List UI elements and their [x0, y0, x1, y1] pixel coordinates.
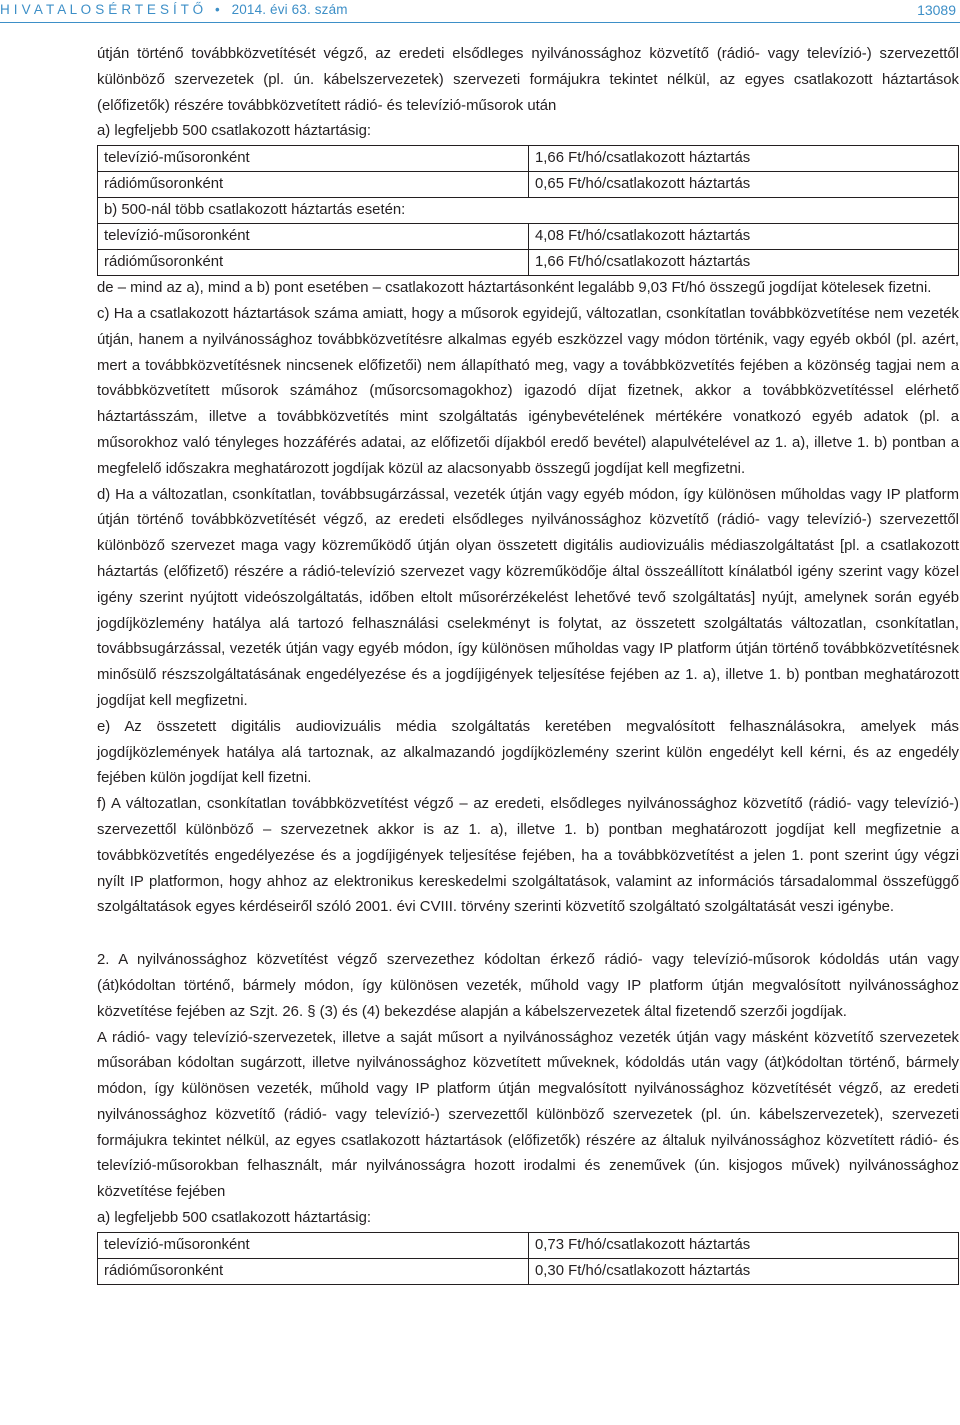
section-2-point-a-label: a) legfeljebb 500 csatlakozott háztartásig:: [97, 1210, 371, 1227]
rate-label: rádióműsoronként: [98, 172, 529, 198]
point-b-label: b) 500-nál több csatlakozott háztartás esetén:: [98, 198, 959, 224]
rate-table-1: [97, 145, 959, 276]
rate-label: rádióműsoronként: [98, 1258, 529, 1284]
paragraph-c: c) Ha a csatlakozott háztartások száma amiatt, hogy a műsorok egyidejű, változatlan, csonkítatlan továbbközvetítése nem vezeték útján, hanem a nyilvánossághoz továbbközvetítésre alkalmas egyéb eszközzel vagy módon történik, vagy egyéb okból (pl. azért, mert a továbbközvetítésnek nincsenek előfizetői) nem állapítható meg, vagy a továbbközvetítés fejében a közönség tagjai nem a továbbközvetített műsorok számához (műsorcsomagokhoz) igazodó díjat fizetnek, akkor a továbbközvetítéssel elérhető háztartásszám, illetve a továbbközvetítés mint szolgáltatás igénybevételének mértékére vonatkozó egyéb adatok (pl. a műsorokhoz való tényleges hozzáférés adatai, az előfizetői díjakból eredő bevétel) alapulvételével az 1. a), illetve 1. b) pontban a megfelelő időszakra meghatározott jogdíjak közül az alacsonyabb összegű jogdíjat kell megfizetni.: [97, 305, 959, 477]
main-text: [97, 42, 959, 1285]
point-a-label: a) legfeljebb 500 csatlakozott háztartásig:: [97, 123, 371, 140]
journal-title: H I V A T A L O S É R T E S Í T Ő: [0, 2, 204, 17]
table-row: [98, 250, 959, 276]
rate-value: 1,66 Ft/hó/csatlakozott háztartás: [529, 250, 959, 276]
rate-value: 4,08 Ft/hó/csatlakozott háztartás: [529, 224, 959, 250]
table-row: [98, 224, 959, 250]
minimum-fee-paragraph: de – mind az a), mind a b) pont esetében – csatlakozott háztartásonként legalább 9,03 Ft/hó összegű jogdíjat kötelesek fizetni.: [97, 280, 932, 297]
rate-value: 0,65 Ft/hó/csatlakozott háztartás: [529, 172, 959, 198]
rate-label: rádióműsoronként: [98, 250, 529, 276]
rate-label: televízió-műsoronként: [98, 224, 529, 250]
intro-paragraph: útján történő továbbközvetítését végző, az eredeti elsődleges nyilvánossághoz közvetítő (rádió- vagy televízió-) szervezettől különböző szervezetek (pl. ún. kábelszervezetek) szervezeti formájukra tekintet nélkül, az egyes csatlakozott háztartások (előfizetők) részére továbbközvetített rádió- és televízió-műsorok után: [97, 46, 959, 114]
header-divider: [0, 22, 960, 23]
rate-value: 0,30 Ft/hó/csatlakozott háztartás: [529, 1258, 959, 1284]
section-2-paragraph: 2. A nyilvánossághoz közvetítést végző szervezethez kódoltan érkező rádió- vagy televízió-műsorok kódoldás után vagy (át)kódoltan történő, bármely módon, így különösen vezeték, műhold vagy IP platform útján megvalósított nyilvánossághoz közvetítése fejében az Szjt. 26. § (3) és (4) bekezdése alapján a kábelszervezetek által fizetendő szerzői jogdíjak.: [97, 952, 959, 1020]
table-row: [98, 1232, 959, 1258]
page-number: 13089: [917, 2, 956, 18]
paragraph-f: f) A változatlan, csonkítatlan továbbközvetítést végző – az eredeti, elsődleges nyilvánossághoz közvetítő (rádió- vagy televízió-) szervezettől különböző – szervezetnek akkor is az 1. a), illetve 1. b) pontban meghatározott jogdíjat kell megfizetnie a továbbközvetítés engedélyezése és a jogdíjigények teljesítése fejében, ha a továbbközvetítést a jelen 1. pont szerint úgy végzi nyílt IP platformon, hogy ahhoz az elektronikus kereskedelmi szolgáltatások, valamint az információs társadalommal összefüggő szolgáltatások egyes kérdéseiről szóló 2001. évi CVIII. törvény szerinti közvetítő szolgáltató szolgáltatását veszi igénybe.: [97, 796, 959, 916]
table-subheading-row: [98, 198, 959, 224]
issue-date: 2014. évi 63. szám: [231, 2, 348, 17]
rate-label: televízió-műsoronként: [98, 1232, 529, 1258]
header-journal-info: [0, 2, 348, 17]
rate-label: televízió-műsoronként: [98, 146, 529, 172]
table-row: [98, 172, 959, 198]
table-row: [98, 146, 959, 172]
paragraph-d: d) Ha a változatlan, csonkítatlan, továbbsugárzással, vezeték útján vagy egyéb módon, így különösen műholdas vagy IP platform útján történő továbbközvetítését végző, az eredeti elsődleges nyilvánossághoz közvetítő (rádió- vagy televízió-) szervezettől különböző szervezet maga vagy közreműködő útján olyan összetett digitális audiovizuális médiaszolgáltatást [pl. a csatlakozott háztartás (előfizető) részére a rádió-televízió szervezet vagy közreműködője által összeállított kínálatból igény szerint vagy közel igény szerint nyújtott videószolgáltatás, időben eltolt műsorérzékelést lehetővé tevő szolgáltatás] nyújt, amelynek során egyéb jogdíjközlemény hatálya alá tartozó felhasználási cselekményt is folytat, az összetett szolgáltatás változatlan, csonkítatlan, továbbsugárzással, vezeték útján vagy egyéb módon, így különösen műholdas vagy IP platform útján történő továbbközvetítésnek minősülő részszolgáltatásának engedélyezése és a jogdíjigények teljesítése fejében az 1. a), illetve 1. b) pontban meghatározott jogdíjat kell megfizetni.: [97, 486, 959, 709]
paragraph-e: e) Az összetett digitális audiovizuális média szolgáltatás keretében megvalósított felhasználásokra, amelyek más jogdíjközlemények hatálya alá tartoznak, az alkalmazandó jogdíjközlemény szerint külön engedélyt kell kérni, és az engedély fejében külön jogdíjat kell fizetni.: [97, 718, 959, 787]
rate-table-2: [97, 1232, 959, 1285]
rate-value: 1,66 Ft/hó/csatlakozott háztartás: [529, 146, 959, 172]
bullet-icon: •: [215, 2, 220, 17]
running-header: [0, 0, 960, 22]
section-2-body: A rádió- vagy televízió-szervezetek, illetve a saját műsort a nyilvánossághoz vezeték útján vagy másként közvetítő szervezetek műsorában kódoltan sugárzott, illetve nyilvánossághoz közvetített műveknek, kódoldás után vagy (át)kódoltan történő, bármely módon, így különösen vezeték, műhold vagy IP platform útján megvalósított nyilvánossághoz közvetítését végző, az eredeti nyilvánossághoz közvetítő (rádió- vagy televízió-) szervezettől különböző szervezetek (pl. ún. kábelszervezetek), szervezeti formájukra tekintet nélkül, az egyes csatlakozott háztartások (előfizetők) részére az általuk nyilvánossághoz közvetített rádió- és televízió-műsorokban felhasznált, már nyilvánosságra hozott irodalmi és zeneművek (ún. kisjogos művek) nyilvánossághoz közvetítése fejében: [97, 1029, 959, 1201]
rate-value: 0,73 Ft/hó/csatlakozott háztartás: [529, 1232, 959, 1258]
table-row: [98, 1258, 959, 1284]
